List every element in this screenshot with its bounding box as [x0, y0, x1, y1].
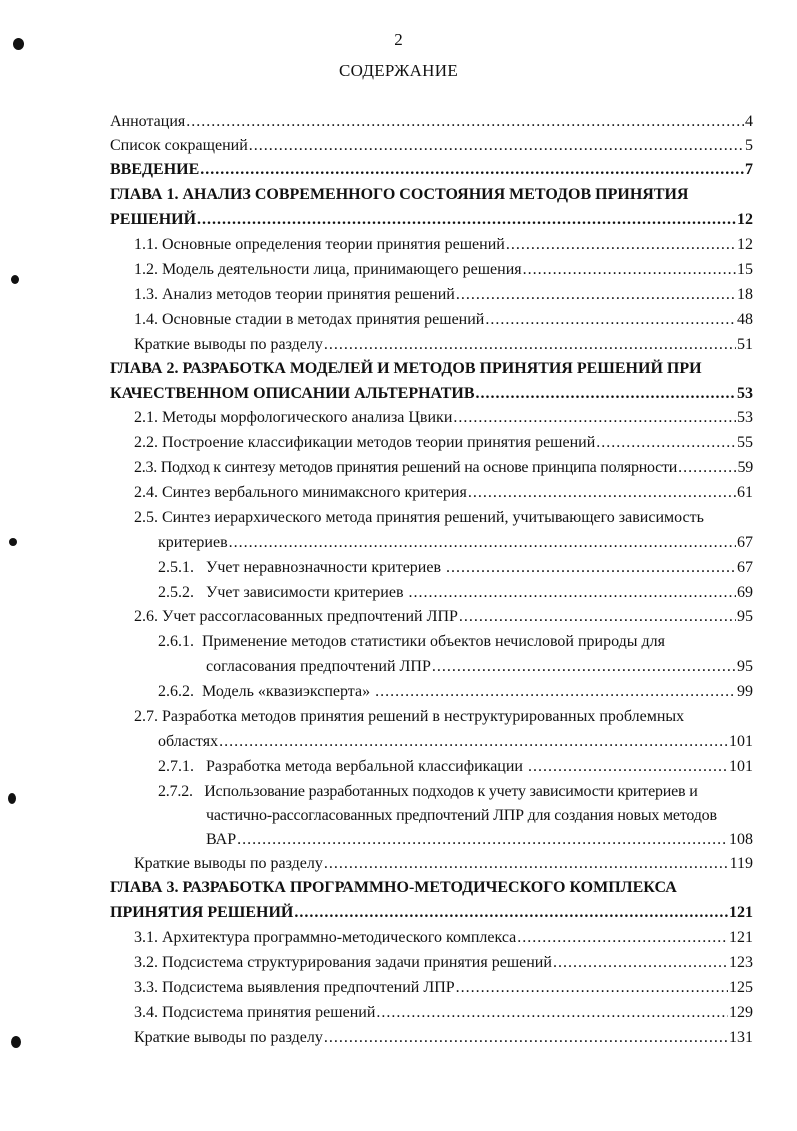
- toc-entry-summary-2[interactable]: Краткие выводы по разделу ..... 119: [134, 852, 753, 876]
- toc-entry-1-2[interactable]: 1.2. Модель деятельности лица, принимающего решения ..... 15: [134, 258, 753, 282]
- toc-entry-1-1[interactable]: 1.1. Основные определения теории принятия решений ..... 12: [134, 233, 753, 257]
- toc-entry-2-6-1-cont[interactable]: согласования предпочтений ЛПР ..... 95: [206, 655, 753, 679]
- toc-entry-chapter-3-cont[interactable]: ПРИНЯТИЯ РЕШЕНИЙ ..... 121: [110, 901, 753, 925]
- toc-entry-2-6[interactable]: 2.6. Учет рассогласованных предпочтений ЛПР ..... 95: [134, 605, 753, 629]
- toc-entry-3-3[interactable]: 3.3. Подсистема выявления предпочтений ЛПР ..... 125: [134, 976, 753, 1000]
- page-number: 2: [394, 30, 403, 49]
- toc-entry-abbreviations[interactable]: Список сокращений ..... 5: [110, 134, 753, 158]
- toc-entry-2-7-2-cont[interactable]: частично-рассогласованных предпочтений ЛПР для создания новых методов: [206, 807, 717, 824]
- toc-entry-1-4[interactable]: 1.4. Основные стадии в методах принятия решений ..... 48: [134, 308, 753, 332]
- toc-entry-2-4[interactable]: 2.4. Синтез вербального минимаксного критерия ..... 61: [134, 481, 753, 505]
- toc-entry-2-7-2-end[interactable]: ВАР ..... 108: [206, 828, 753, 852]
- toc-entry-3-1[interactable]: 3.1. Архитектура программно-методического комплекса ..... 121: [134, 926, 753, 950]
- scan-mark: [8, 793, 16, 804]
- toc-entry-chapter-1[interactable]: ГЛАВА 1. АНАЛИЗ СОВРЕМЕННОГО СОСТОЯНИЯ МЕТОДОВ ПРИНЯТИЯ: [110, 186, 689, 203]
- scan-mark: [11, 275, 19, 284]
- toc-entry-2-6-2[interactable]: 2.6.2. Модель «квазиэксперта» ..... 99: [158, 680, 753, 704]
- toc-entry-2-7-cont[interactable]: областях ..... 101: [158, 730, 753, 754]
- page-title: СОДЕРЖАНИЕ: [338, 61, 459, 80]
- toc-entry-2-7[interactable]: 2.7. Разработка методов принятия решений в неструктурированных проблемных: [134, 708, 685, 725]
- toc-entry-chapter-3[interactable]: ГЛАВА 3. РАЗРАБОТКА ПРОГРАММНО-МЕТОДИЧЕСКОГО КОМПЛЕКСА: [110, 879, 677, 896]
- toc-entry-2-2[interactable]: 2.2. Построение классификации методов теории принятия решений ..... 55: [134, 431, 753, 455]
- toc-entry-introduction[interactable]: ВВЕДЕНИЕ ..... 7: [110, 158, 753, 182]
- scan-mark: [9, 538, 17, 546]
- toc-entry-2-7-1[interactable]: 2.7.1. Разработка метода вербальной классификации ..... 101: [158, 755, 753, 779]
- toc-entry-chapter-2[interactable]: ГЛАВА 2. РАЗРАБОТКА МОДЕЛЕЙ И МЕТОДОВ ПРИНЯТИЯ РЕШЕНИЙ ПРИ: [110, 360, 702, 377]
- toc-entry-annotation[interactable]: Аннотация ..... 4: [110, 110, 753, 134]
- toc-entry-3-2[interactable]: 3.2. Подсистема структурирования задачи принятия решений ..... 123: [134, 951, 753, 975]
- toc-entry-summary-3[interactable]: Краткие выводы по разделу ..... 131: [134, 1026, 753, 1050]
- toc-entry-2-5-cont[interactable]: критериев ..... 67: [158, 531, 753, 555]
- toc-entry-2-5[interactable]: 2.5. Синтез иерархического метода принятия решений, учитывающего зависимость: [134, 509, 704, 526]
- toc-entry-2-6-1[interactable]: 2.6.1. Применение методов статистики объектов нечисловой природы для: [158, 633, 666, 650]
- toc-entry-2-5-1[interactable]: 2.5.1. Учет неравнозначности критериев ..... 67: [158, 556, 753, 580]
- toc-entry-2-3[interactable]: 2.3. Подход к синтезу методов принятия решений на основе принципа полярности ..... 59: [134, 456, 753, 480]
- toc-entry-3-4[interactable]: 3.4. Подсистема принятия решений ..... 129: [134, 1001, 753, 1025]
- toc-entry-2-1[interactable]: 2.1. Методы морфологического анализа Цвики ..... 53: [134, 406, 753, 430]
- toc-entry-2-7-2[interactable]: 2.7.2. Использование разработанных подходов к учету зависимости критериев и: [158, 783, 698, 800]
- toc-entry-chapter-1-cont[interactable]: РЕШЕНИЙ ..... 12: [110, 208, 753, 232]
- scan-mark: [13, 38, 24, 50]
- toc-entry-2-5-2[interactable]: 2.5.2. Учет зависимости критериев ..... 69: [158, 581, 753, 605]
- scan-mark: [11, 1036, 21, 1048]
- toc-entry-chapter-2-cont[interactable]: КАЧЕСТВЕННОМ ОПИСАНИИ АЛЬТЕРНАТИВ ..... 53: [110, 382, 753, 406]
- toc-entry-1-3[interactable]: 1.3. Анализ методов теории принятия решений ..... 18: [134, 283, 753, 307]
- toc-entry-summary-1[interactable]: Краткие выводы по разделу ..... 51: [134, 333, 753, 357]
